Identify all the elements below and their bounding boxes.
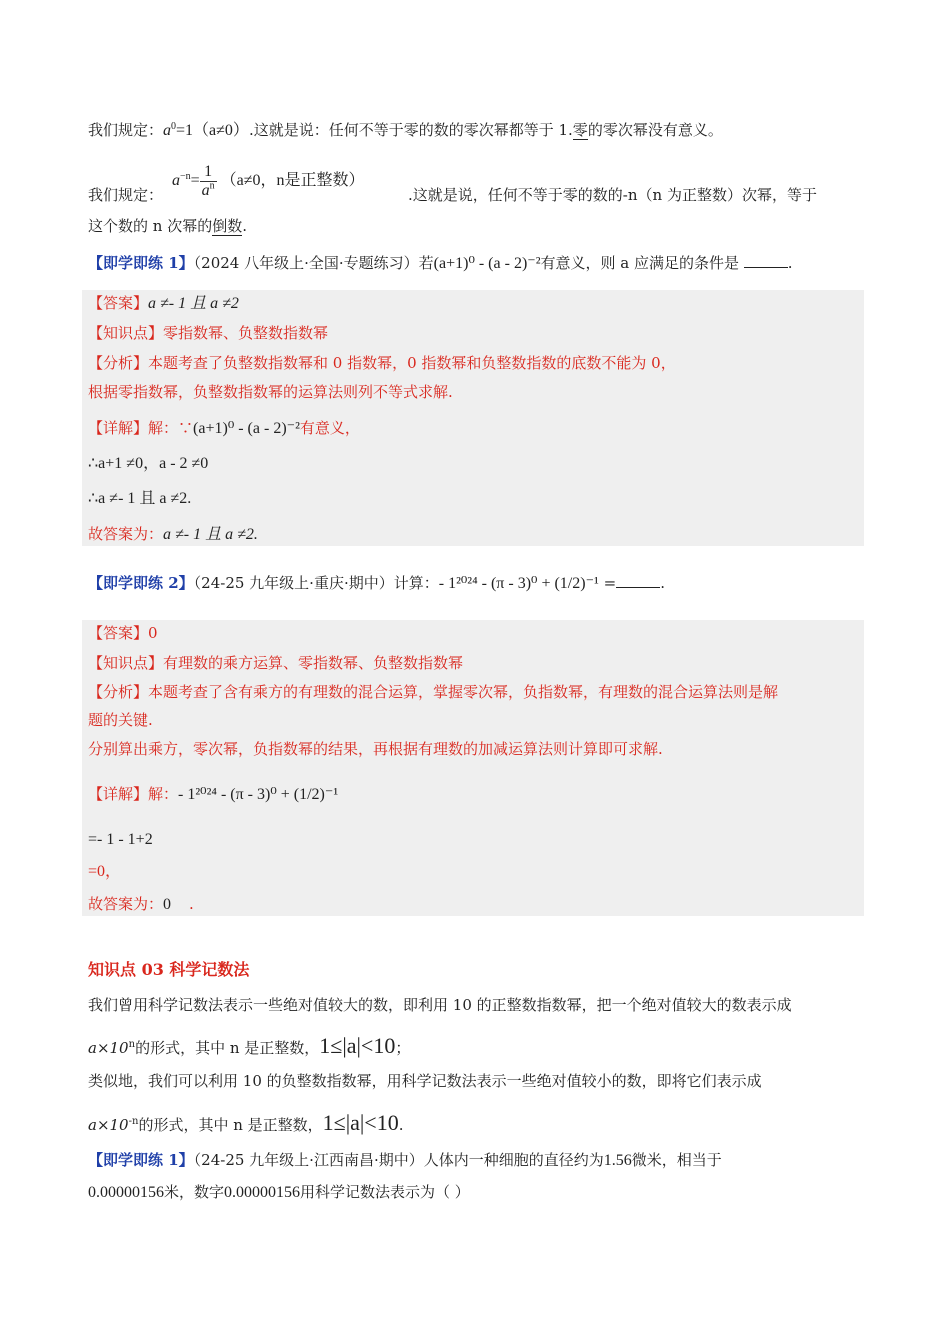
notation-exponent: n	[128, 1039, 136, 1050]
rule-end: .	[242, 217, 247, 235]
exercise-1-solution	[82, 290, 864, 546]
answer-tag: 【答案】	[88, 294, 149, 312]
lhs-exponent: −n	[180, 170, 191, 182]
step-2: =0，	[88, 863, 122, 880]
analysis-text: 题的关键.	[88, 711, 153, 729]
answer-blank	[616, 573, 660, 588]
exercise-text: 米，数字	[164, 1183, 225, 1201]
final-prefix: 故答案为：	[88, 895, 164, 913]
detail-line	[88, 418, 858, 439]
scientific-notation-p2-line2	[88, 1110, 864, 1135]
exercise-formula: (a+1)⁰ - (a - 2)⁻²	[433, 255, 541, 272]
exercise-text: 微米，相当于	[631, 1151, 722, 1169]
scientific-notation-p1-line2	[88, 1033, 864, 1058]
analysis-line	[88, 353, 858, 373]
zero-exponent-rule	[88, 120, 864, 141]
formula-exponent: 0	[171, 121, 177, 132]
exercise-source: （24-25 九年级上·重庆·期中）计算：	[193, 574, 439, 592]
knowledge-text: 零指数幂、负整数指数幂	[163, 324, 329, 342]
analysis-line-2	[88, 382, 858, 402]
detail-line	[88, 784, 858, 805]
lhs-base: a	[172, 172, 180, 190]
analysis-text: 根据零指数幂，负整数指数幂的运算法则列不等式求解.	[88, 383, 453, 401]
formula-condition: （a≠0，n是正整数）	[220, 172, 365, 190]
detail-formula: - 1²⁰²⁴ - (π - 3)⁰ + (1/2)⁻¹	[178, 786, 339, 803]
final-answer	[88, 524, 858, 545]
negative-exponent-rule-cont	[88, 216, 864, 236]
underlined-word: 倒数	[212, 217, 243, 235]
rule-prefix: 我们规定：	[88, 121, 164, 139]
range-formula: 1≤|a|<10	[319, 1033, 396, 1058]
exercise-tag: 【即学即练 2】	[88, 574, 194, 592]
analysis-text: 本题考查了负整数指数幂和 0 指数幂，0 指数幂和负整数指数的底数不能为 0，	[148, 354, 676, 372]
answer-value: 0	[148, 624, 158, 642]
formula-condition: =1（a≠0）	[176, 122, 249, 139]
detail-prefix: 解：	[148, 785, 179, 803]
final-value: 0	[163, 896, 172, 913]
analysis-line	[88, 682, 858, 702]
analysis-line-2	[88, 710, 858, 730]
answer-blank	[744, 253, 788, 268]
detail-tag: 【详解】	[88, 419, 149, 437]
notation-end: .	[398, 1116, 404, 1134]
detail-tag: 【详解】	[88, 785, 149, 803]
notation-text: 的形式，其中 n 是正整数，	[138, 1116, 323, 1134]
analysis-tag: 【分析】	[88, 354, 149, 372]
analysis-text: 分别算出乘方，零次幂，负指数幂的结果，再根据有理数的加减运算法则计算即可求解.	[88, 740, 663, 758]
negative-exponent-rule	[88, 185, 864, 205]
knowledge-tag: 【知识点】	[88, 654, 164, 672]
exercise-source: （2024 八年级上·全国·专题练习）若	[193, 254, 434, 272]
notation-exponent: -n	[128, 1116, 139, 1127]
formula-base: a	[163, 122, 172, 139]
rule-prefix: 我们规定：	[88, 186, 164, 204]
value-3: 0.00000156	[224, 1184, 301, 1201]
exercise-3-question-line2	[88, 1182, 864, 1203]
notation-base: a×10	[88, 1039, 129, 1057]
exercise-2-question	[88, 573, 864, 594]
exercise-text: 有意义，则 a 应满足的条件是	[540, 254, 739, 272]
exercise-3-question	[88, 1150, 864, 1171]
exercise-2-solution	[82, 620, 864, 916]
notation-end: ；	[395, 1039, 411, 1057]
exercise-1-question	[88, 253, 864, 274]
rule-text: .这就是说，任何不等于零的数的-n（n 为正整数）次幂，等于	[408, 186, 817, 204]
final-prefix: 故答案为：	[88, 525, 164, 543]
rule-text: .这就是说：任何不等于零的数的零次幂都等于 1.	[248, 121, 573, 139]
section-heading: 知识点 03 科学记数法	[88, 960, 250, 979]
value-1: 1.56	[603, 1152, 632, 1169]
answer-value: a ≠- 1 且 a ≠2	[148, 295, 239, 312]
step-2: ∴a ≠- 1 且 a ≠2.	[88, 490, 192, 507]
fraction-numerator: 1	[200, 163, 217, 182]
exercise-end: .	[787, 254, 793, 272]
knowledge-tag: 【知识点】	[88, 324, 164, 342]
detail-suffix: 有意义，	[299, 419, 360, 437]
answer-line	[88, 293, 858, 314]
fraction-denominator: a	[201, 182, 210, 199]
analysis-tag: 【分析】	[88, 683, 149, 701]
exercise-formula: - 1²⁰²⁴ - (π - 3)⁰ + (1/2)⁻¹	[438, 575, 599, 592]
exercise-source: （24-25 九年级上·江西南昌·期中）人体内一种细胞的直径约为	[193, 1151, 604, 1169]
detail-prefix: 解：∵	[148, 419, 194, 437]
knowledge-point-line	[88, 653, 858, 673]
exercise-end: .	[660, 574, 665, 592]
equals-sign: =	[603, 574, 617, 592]
exercise-tag: 【即学即练 1】	[88, 254, 194, 272]
knowledge-point-line	[88, 323, 858, 343]
final-end: .	[189, 895, 194, 913]
value-2: 0.00000156	[88, 1184, 164, 1201]
rule-text-line2: 这个数的 n 次幂的	[88, 217, 213, 235]
knowledge-text: 有理数的乘方运算、零指数幂、负整数指数幂	[163, 654, 464, 672]
scientific-notation-p2: 类似地，我们可以利用 10 的负整数指数幂，用科学记数法表示一些绝对值较小的数，即将它们表示成	[88, 1072, 762, 1090]
step-1: ∴a+1 ≠0，a - 2 ≠0	[88, 455, 209, 472]
final-value: a ≠- 1 且 a ≠2.	[163, 526, 258, 543]
rule-tail: 的零次幂没有意义。	[587, 121, 723, 139]
analysis-text: 本题考查了含有乘方的有理数的混合运算，掌握零次幂，负指数幂，有理数的混合运算法则是解	[148, 683, 779, 701]
underlined-word: 零	[572, 121, 588, 139]
analysis-line-3	[88, 739, 858, 759]
denominator-exponent: n	[209, 180, 215, 192]
answer-tag: 【答案】	[88, 624, 149, 642]
step-1: =- 1 - 1+2	[88, 831, 153, 848]
range-formula: 1≤|a|<10	[322, 1110, 399, 1135]
scientific-notation-p1: 我们曾用科学记数法表示一些绝对值较大的数，即利用 10 的正整数指数幂，把一个绝对值较大的数表示成	[88, 996, 792, 1014]
final-answer	[88, 894, 858, 915]
notation-base: a×10	[88, 1116, 129, 1134]
notation-text: 的形式，其中 n 是正整数，	[135, 1039, 320, 1057]
equals-sign: =	[190, 172, 200, 190]
exercise-tag: 【即学即练 1】	[88, 1151, 194, 1169]
exercise-text: 用科学记数法表示为（ ）	[300, 1183, 470, 1201]
answer-line	[88, 623, 858, 643]
detail-formula: (a+1)⁰ - (a - 2)⁻²	[193, 420, 300, 437]
